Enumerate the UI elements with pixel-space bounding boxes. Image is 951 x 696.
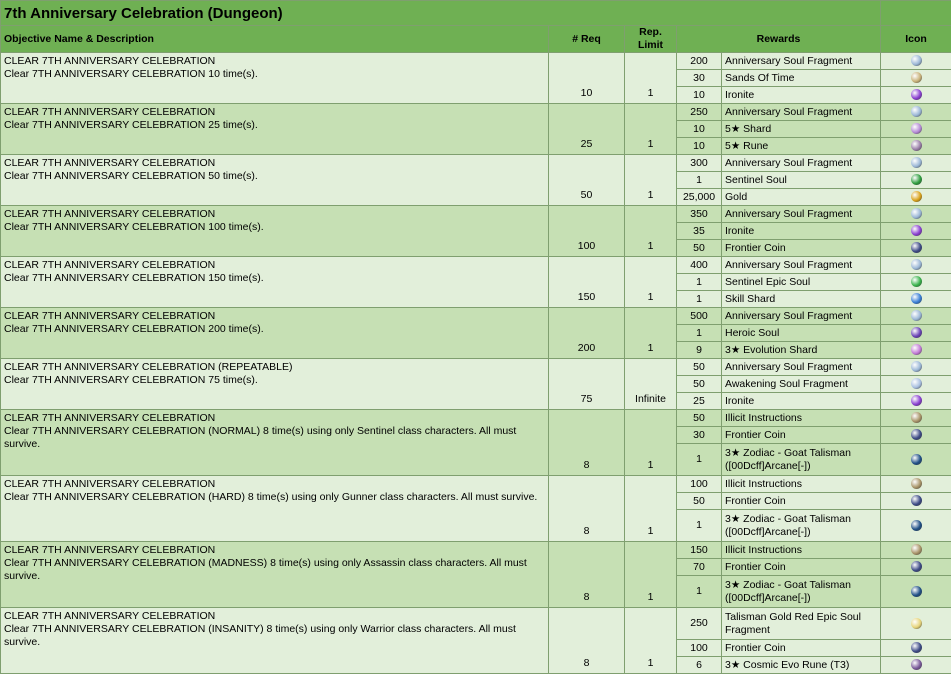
reward-row xyxy=(1,542,951,559)
required-count: 8 xyxy=(549,476,625,542)
reward-name: Anniversary Soul Fragment xyxy=(722,359,881,376)
objective-name: CLEAR 7TH ANNIVERSARY CELEBRATION xyxy=(4,610,216,622)
objective-cell xyxy=(1,206,549,257)
objective-description: Clear 7TH ANNIVERSARY CELEBRATION (INSANITY) 8 time(s) using only Warrior class characters. All must survive. xyxy=(4,623,516,648)
reward-icon-cell xyxy=(881,640,951,657)
reward-quantity: 250 xyxy=(677,608,722,640)
objective-description: Clear 7TH ANNIVERSARY CELEBRATION (NORMAL) 8 time(s) using only Sentinel class characters. All must survive. xyxy=(4,425,517,450)
talisman-icon xyxy=(911,454,922,465)
objective-name: CLEAR 7TH ANNIVERSARY CELEBRATION xyxy=(4,106,216,118)
reward-name: Frontier Coin xyxy=(722,559,881,576)
reward-name: Ironite xyxy=(722,223,881,240)
reward-quantity: 6 xyxy=(677,657,722,674)
reward-icon-cell xyxy=(881,493,951,510)
reward-name: Gold xyxy=(722,189,881,206)
required-count: 200 xyxy=(549,308,625,359)
required-count: 50 xyxy=(549,155,625,206)
objective-description: Clear 7TH ANNIVERSARY CELEBRATION 10 time(s). xyxy=(4,68,258,80)
reward-icon-cell xyxy=(881,155,951,172)
soul-fragment-icon xyxy=(911,157,922,168)
reward-quantity: 1 xyxy=(677,325,722,342)
reward-name: Ironite xyxy=(722,87,881,104)
reward-name: Skill Shard xyxy=(722,291,881,308)
repeat-limit: 1 xyxy=(625,308,677,359)
soul-fragment-icon xyxy=(911,310,922,321)
reward-quantity: 1 xyxy=(677,510,722,542)
required-count: 8 xyxy=(549,542,625,608)
reward-quantity: 9 xyxy=(677,342,722,359)
reward-quantity: 35 xyxy=(677,223,722,240)
objective-cell xyxy=(1,359,549,410)
reward-quantity: 10 xyxy=(677,138,722,155)
reward-icon-cell xyxy=(881,359,951,376)
reward-icon-cell xyxy=(881,70,951,87)
reward-name: 5★ Rune xyxy=(722,138,881,155)
reward-quantity: 350 xyxy=(677,206,722,223)
objective-description: Clear 7TH ANNIVERSARY CELEBRATION 150 time(s). xyxy=(4,272,264,284)
objective-description: Clear 7TH ANNIVERSARY CELEBRATION 75 time(s). xyxy=(4,374,258,386)
reward-name: 5★ Shard xyxy=(722,121,881,138)
awakening-soul-icon xyxy=(911,378,922,389)
reward-name: 3★ Zodiac - Goat Talisman ([00Dcff]Arcane[-]) xyxy=(722,444,881,476)
reward-name: 3★ Evolution Shard xyxy=(722,342,881,359)
header-icon: Icon xyxy=(881,26,951,53)
evolution-shard-icon xyxy=(911,344,922,355)
objective-name: CLEAR 7TH ANNIVERSARY CELEBRATION xyxy=(4,478,216,490)
repeat-limit: 1 xyxy=(625,608,677,674)
illicit-instructions-icon xyxy=(911,544,922,555)
repeat-limit: 1 xyxy=(625,53,677,104)
reward-quantity: 10 xyxy=(677,121,722,138)
skill-shard-icon xyxy=(911,293,922,304)
header-rep: Rep. Limit xyxy=(625,26,677,53)
objective-cell xyxy=(1,476,549,542)
reward-name: Anniversary Soul Fragment xyxy=(722,53,881,70)
cosmic-rune-icon xyxy=(911,659,922,670)
talisman-icon xyxy=(911,586,922,597)
reward-icon-cell xyxy=(881,291,951,308)
reward-icon-cell xyxy=(881,325,951,342)
objective-name: CLEAR 7TH ANNIVERSARY CELEBRATION xyxy=(4,544,216,556)
reward-quantity: 1 xyxy=(677,172,722,189)
reward-icon-cell xyxy=(881,308,951,325)
sands-of-time-icon xyxy=(911,72,922,83)
reward-icon-cell xyxy=(881,510,951,542)
reward-name: Anniversary Soul Fragment xyxy=(722,155,881,172)
frontier-coin-icon xyxy=(911,642,922,653)
reward-row xyxy=(1,257,951,274)
reward-name: Illicit Instructions xyxy=(722,476,881,493)
objective-cell xyxy=(1,257,549,308)
reward-icon-cell xyxy=(881,274,951,291)
objective-description: Clear 7TH ANNIVERSARY CELEBRATION 50 time(s). xyxy=(4,170,258,182)
reward-name: Anniversary Soul Fragment xyxy=(722,206,881,223)
reward-icon-cell xyxy=(881,189,951,206)
reward-name: Anniversary Soul Fragment xyxy=(722,104,881,121)
repeat-limit: 1 xyxy=(625,542,677,608)
reward-quantity: 300 xyxy=(677,155,722,172)
required-count: 25 xyxy=(549,104,625,155)
objective-cell xyxy=(1,104,549,155)
objective-description: Clear 7TH ANNIVERSARY CELEBRATION 100 time(s). xyxy=(4,221,264,233)
illicit-instructions-icon xyxy=(911,412,922,423)
soul-fragment-icon xyxy=(911,259,922,270)
reward-quantity: 50 xyxy=(677,240,722,257)
reward-quantity: 10 xyxy=(677,87,722,104)
reward-name: Anniversary Soul Fragment xyxy=(722,257,881,274)
reward-row xyxy=(1,359,951,376)
repeat-limit: 1 xyxy=(625,206,677,257)
reward-name: Frontier Coin xyxy=(722,240,881,257)
reward-quantity: 1 xyxy=(677,444,722,476)
reward-name: Heroic Soul xyxy=(722,325,881,342)
page-title: 7th Anniversary Celebration (Dungeon) xyxy=(1,1,881,26)
reward-icon-cell xyxy=(881,104,951,121)
reward-icon-cell xyxy=(881,444,951,476)
reward-name: Ironite xyxy=(722,393,881,410)
repeat-limit: 1 xyxy=(625,410,677,476)
reward-quantity: 50 xyxy=(677,359,722,376)
repeat-limit: 1 xyxy=(625,257,677,308)
reward-icon-cell xyxy=(881,240,951,257)
reward-name: Sentinel Soul xyxy=(722,172,881,189)
objective-description: Clear 7TH ANNIVERSARY CELEBRATION 25 time(s). xyxy=(4,119,258,131)
reward-row xyxy=(1,410,951,427)
reward-row xyxy=(1,608,951,640)
header-objective: Objective Name & Description xyxy=(1,26,549,53)
reward-quantity: 50 xyxy=(677,493,722,510)
reward-icon-cell xyxy=(881,223,951,240)
reward-icon-cell xyxy=(881,393,951,410)
reward-quantity: 100 xyxy=(677,640,722,657)
reward-icon-cell xyxy=(881,657,951,674)
frontier-coin-icon xyxy=(911,242,922,253)
reward-quantity: 70 xyxy=(677,559,722,576)
reward-quantity: 400 xyxy=(677,257,722,274)
reward-icon-cell xyxy=(881,576,951,608)
reward-row xyxy=(1,476,951,493)
reward-row xyxy=(1,53,951,70)
reward-quantity: 30 xyxy=(677,427,722,444)
objective-description: Clear 7TH ANNIVERSARY CELEBRATION 200 time(s). xyxy=(4,323,264,335)
required-count: 75 xyxy=(549,359,625,410)
objective-cell xyxy=(1,308,549,359)
reward-name: Frontier Coin xyxy=(722,640,881,657)
reward-icon-cell xyxy=(881,206,951,223)
ironite-icon xyxy=(911,395,922,406)
header-req: # Req xyxy=(549,26,625,53)
sentinel-soul-icon xyxy=(911,174,922,185)
epic-soul-icon xyxy=(911,276,922,287)
objective-name: CLEAR 7TH ANNIVERSARY CELEBRATION xyxy=(4,208,216,220)
reward-icon-cell xyxy=(881,410,951,427)
reward-quantity: 50 xyxy=(677,376,722,393)
soul-fragment-icon xyxy=(911,208,922,219)
reward-quantity: 250 xyxy=(677,104,722,121)
reward-quantity: 200 xyxy=(677,53,722,70)
required-count: 8 xyxy=(549,410,625,476)
required-count: 10 xyxy=(549,53,625,104)
reward-icon-cell xyxy=(881,138,951,155)
header-rewards: Rewards xyxy=(677,26,881,53)
reward-icon-cell xyxy=(881,542,951,559)
reward-icon-cell xyxy=(881,342,951,359)
reward-name: Frontier Coin xyxy=(722,427,881,444)
ironite-icon xyxy=(911,225,922,236)
talisman-icon xyxy=(911,520,922,531)
ironite-icon xyxy=(911,89,922,100)
objective-cell xyxy=(1,542,549,608)
reward-quantity: 1 xyxy=(677,274,722,291)
title-spacer xyxy=(881,1,951,26)
objective-name: CLEAR 7TH ANNIVERSARY CELEBRATION xyxy=(4,157,216,169)
repeat-limit: 1 xyxy=(625,155,677,206)
required-count: 8 xyxy=(549,608,625,674)
gold-soul-icon xyxy=(911,618,922,629)
reward-icon-cell xyxy=(881,476,951,493)
reward-quantity: 1 xyxy=(677,576,722,608)
reward-name: Illicit Instructions xyxy=(722,542,881,559)
gold-icon xyxy=(911,191,922,202)
objective-cell xyxy=(1,608,549,674)
required-count: 150 xyxy=(549,257,625,308)
objective-description: Clear 7TH ANNIVERSARY CELEBRATION (HARD) 8 time(s) using only Gunner class characters. All must survive. xyxy=(4,491,538,503)
reward-icon-cell xyxy=(881,121,951,138)
reward-name: Sands Of Time xyxy=(722,70,881,87)
repeat-limit: 1 xyxy=(625,104,677,155)
objective-name: CLEAR 7TH ANNIVERSARY CELEBRATION xyxy=(4,412,216,424)
reward-icon-cell xyxy=(881,559,951,576)
objective-cell xyxy=(1,155,549,206)
reward-icon-cell xyxy=(881,427,951,444)
reward-icon-cell xyxy=(881,53,951,70)
reward-row xyxy=(1,206,951,223)
frontier-coin-icon xyxy=(911,495,922,506)
reward-icon-cell xyxy=(881,87,951,104)
reward-quantity: 25,000 xyxy=(677,189,722,206)
objective-description: Clear 7TH ANNIVERSARY CELEBRATION (MADNESS) 8 time(s) using only Assassin class characters. All must survive. xyxy=(4,557,527,582)
reward-quantity: 30 xyxy=(677,70,722,87)
repeat-limit: 1 xyxy=(625,476,677,542)
reward-icon-cell xyxy=(881,608,951,640)
objective-name: CLEAR 7TH ANNIVERSARY CELEBRATION xyxy=(4,55,216,67)
reward-name: Illicit Instructions xyxy=(722,410,881,427)
reward-name: 3★ Cosmic Evo Rune (T3) xyxy=(722,657,881,674)
reward-name: Talisman Gold Red Epic Soul Fragment xyxy=(722,608,881,640)
frontier-coin-icon xyxy=(911,561,922,572)
soul-fragment-icon xyxy=(911,361,922,372)
reward-row xyxy=(1,155,951,172)
objective-cell xyxy=(1,410,549,476)
reward-quantity: 100 xyxy=(677,476,722,493)
heroic-soul-icon xyxy=(911,327,922,338)
reward-quantity: 500 xyxy=(677,308,722,325)
frontier-coin-icon xyxy=(911,429,922,440)
reward-quantity: 50 xyxy=(677,410,722,427)
reward-icon-cell xyxy=(881,257,951,274)
required-count: 100 xyxy=(549,206,625,257)
objective-name: CLEAR 7TH ANNIVERSARY CELEBRATION (REPEATABLE) xyxy=(4,361,293,373)
objective-name: CLEAR 7TH ANNIVERSARY CELEBRATION xyxy=(4,259,216,271)
reward-name: Frontier Coin xyxy=(722,493,881,510)
illicit-instructions-icon xyxy=(911,478,922,489)
soul-fragment-icon xyxy=(911,106,922,117)
reward-name: 3★ Zodiac - Goat Talisman ([00Dcff]Arcane[-]) xyxy=(722,510,881,542)
reward-quantity: 1 xyxy=(677,291,722,308)
reward-icon-cell xyxy=(881,376,951,393)
rune-icon xyxy=(911,140,922,151)
reward-name: 3★ Zodiac - Goat Talisman ([00Dcff]Arcane[-]) xyxy=(722,576,881,608)
reward-name: Awakening Soul Fragment xyxy=(722,376,881,393)
objective-name: CLEAR 7TH ANNIVERSARY CELEBRATION xyxy=(4,310,216,322)
shard-icon xyxy=(911,123,922,134)
reward-name: Anniversary Soul Fragment xyxy=(722,308,881,325)
reward-row xyxy=(1,104,951,121)
reward-icon-cell xyxy=(881,172,951,189)
objective-cell xyxy=(1,53,549,104)
reward-row xyxy=(1,308,951,325)
soul-fragment-icon xyxy=(911,55,922,66)
reward-quantity: 25 xyxy=(677,393,722,410)
reward-name: Sentinel Epic Soul xyxy=(722,274,881,291)
reward-quantity: 150 xyxy=(677,542,722,559)
repeat-limit: Infinite xyxy=(625,359,677,410)
